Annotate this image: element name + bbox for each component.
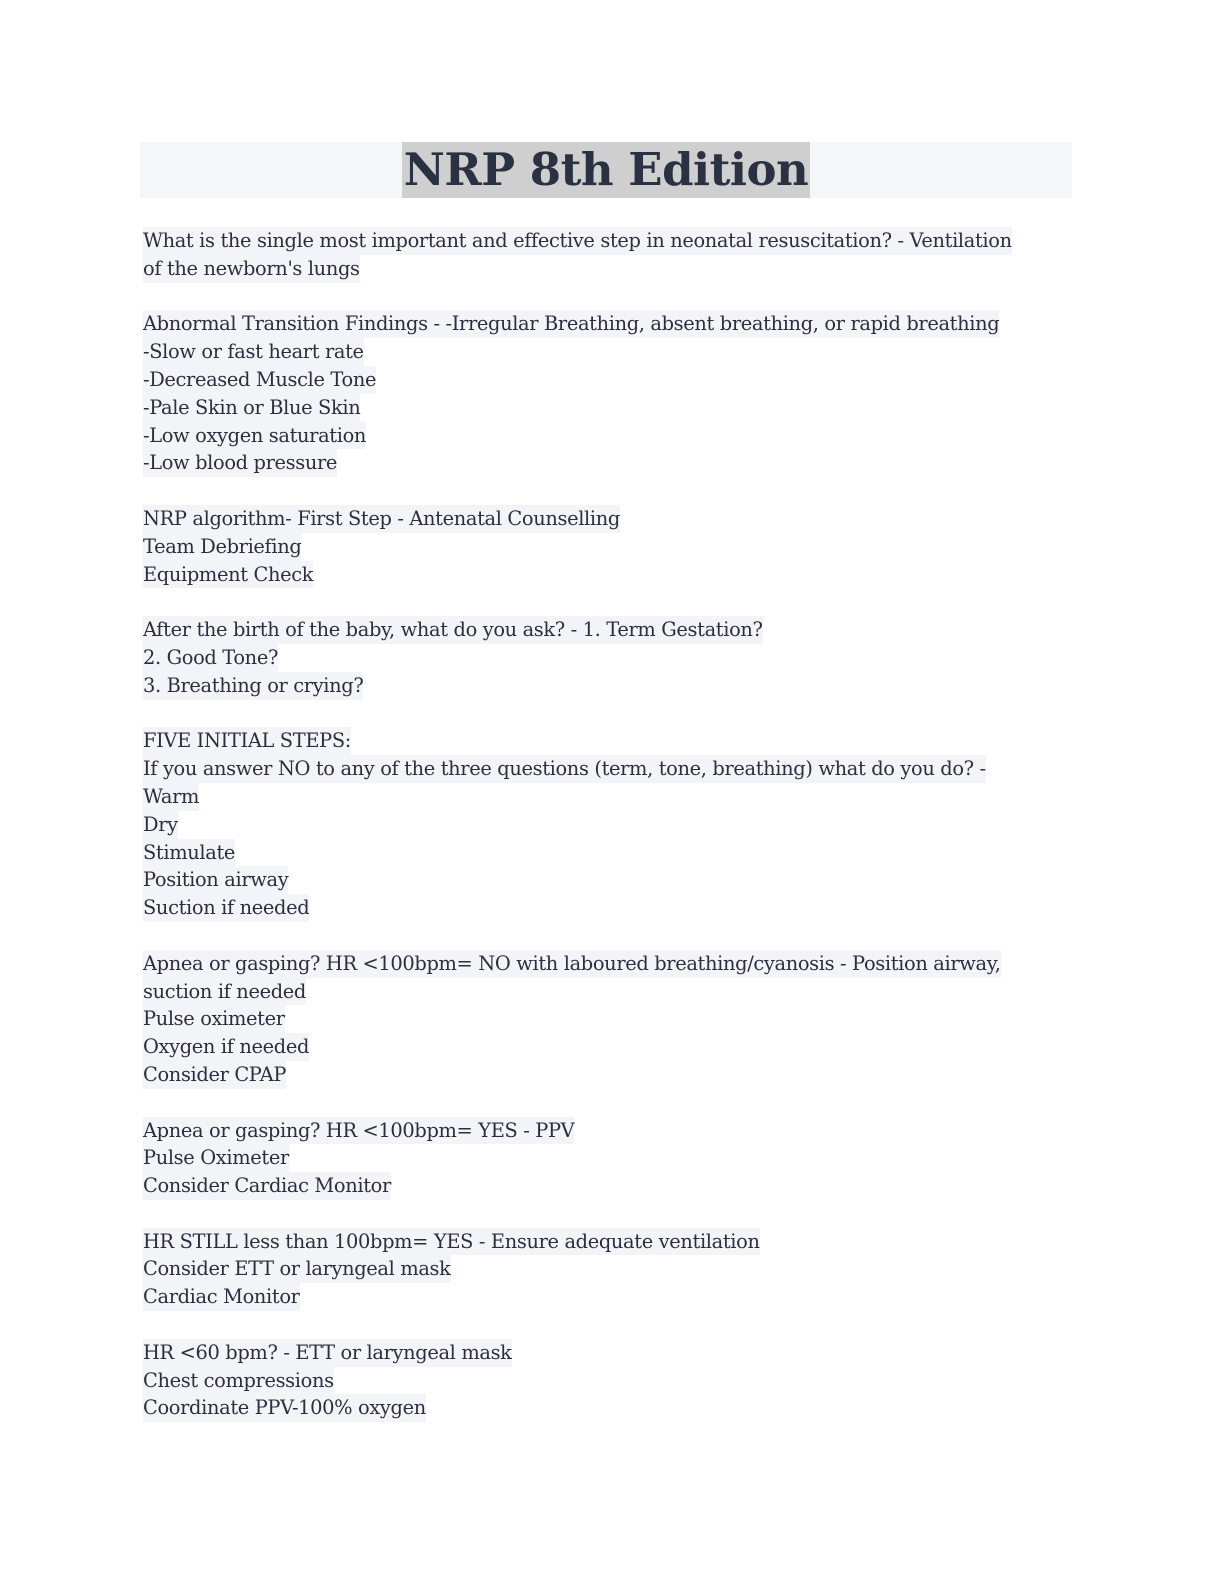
card-line: Stimulate (143, 839, 235, 867)
flashcard (143, 505, 1073, 588)
page-title: NRP 8th Edition (403, 143, 809, 196)
flashcard (143, 727, 1073, 922)
card-line: -Decreased Muscle Tone (143, 366, 376, 394)
flashcard (143, 1117, 1073, 1200)
card-line: Chest compressions (143, 1367, 334, 1395)
flashcard (143, 950, 1073, 1089)
card-line: Coordinate PPV-100% oxygen (143, 1394, 426, 1422)
card-line: Cardiac Monitor (143, 1283, 300, 1311)
card-line: -Low oxygen saturation (143, 422, 366, 450)
card-line: Apnea or gasping? HR <100bpm= NO with laboured breathing/cyanosis - Position airway, (143, 950, 1001, 978)
flashcard (143, 1339, 1073, 1422)
card-line: Consider CPAP (143, 1061, 286, 1089)
card-line: -Low blood pressure (143, 449, 337, 477)
card-line: Abnormal Transition Findings - -Irregular Breathing, absent breathing, or rapid breathing (143, 310, 999, 338)
flashcard (143, 310, 1073, 477)
card-line: NRP algorithm- First Step - Antenatal Counselling (143, 505, 620, 533)
card-line: Warm (143, 783, 199, 811)
flashcard (143, 227, 1073, 283)
card-line: Position airway (143, 866, 288, 894)
card-line: Suction if needed (143, 894, 309, 922)
card-line: Consider ETT or laryngeal mask (143, 1255, 451, 1283)
card-line: If you answer NO to any of the three questions (term, tone, breathing) what do you do? - (143, 755, 986, 783)
title-band (140, 142, 1072, 198)
card-line: HR STILL less than 100bpm= YES - Ensure adequate ventilation (143, 1228, 760, 1256)
card-line: Dry (143, 811, 178, 839)
card-line: Equipment Check (143, 561, 313, 589)
card-line: After the birth of the baby, what do you ask? - 1. Term Gestation? (143, 616, 763, 644)
flashcard-list (143, 227, 1073, 1450)
card-line: of the newborn's lungs (143, 255, 360, 283)
card-line: What is the single most important and effective step in neonatal resuscitation? - Ventilation (143, 227, 1012, 255)
card-line: Oxygen if needed (143, 1033, 309, 1061)
card-line: -Slow or fast heart rate (143, 338, 364, 366)
card-line: Consider Cardiac Monitor (143, 1172, 391, 1200)
card-line: HR <60 bpm? - ETT or laryngeal mask (143, 1339, 512, 1367)
card-line: FIVE INITIAL STEPS: (143, 727, 351, 755)
card-line: suction if needed (143, 978, 306, 1006)
card-line: 3. Breathing or crying? (143, 672, 363, 700)
card-line: 2. Good Tone? (143, 644, 278, 672)
card-line: Pulse Oximeter (143, 1144, 289, 1172)
card-line: Pulse oximeter (143, 1005, 285, 1033)
flashcard (143, 1228, 1073, 1311)
card-line: Apnea or gasping? HR <100bpm= YES - PPV (143, 1117, 574, 1145)
flashcard (143, 616, 1073, 699)
card-line: -Pale Skin or Blue Skin (143, 394, 360, 422)
card-line: Team Debriefing (143, 533, 301, 561)
